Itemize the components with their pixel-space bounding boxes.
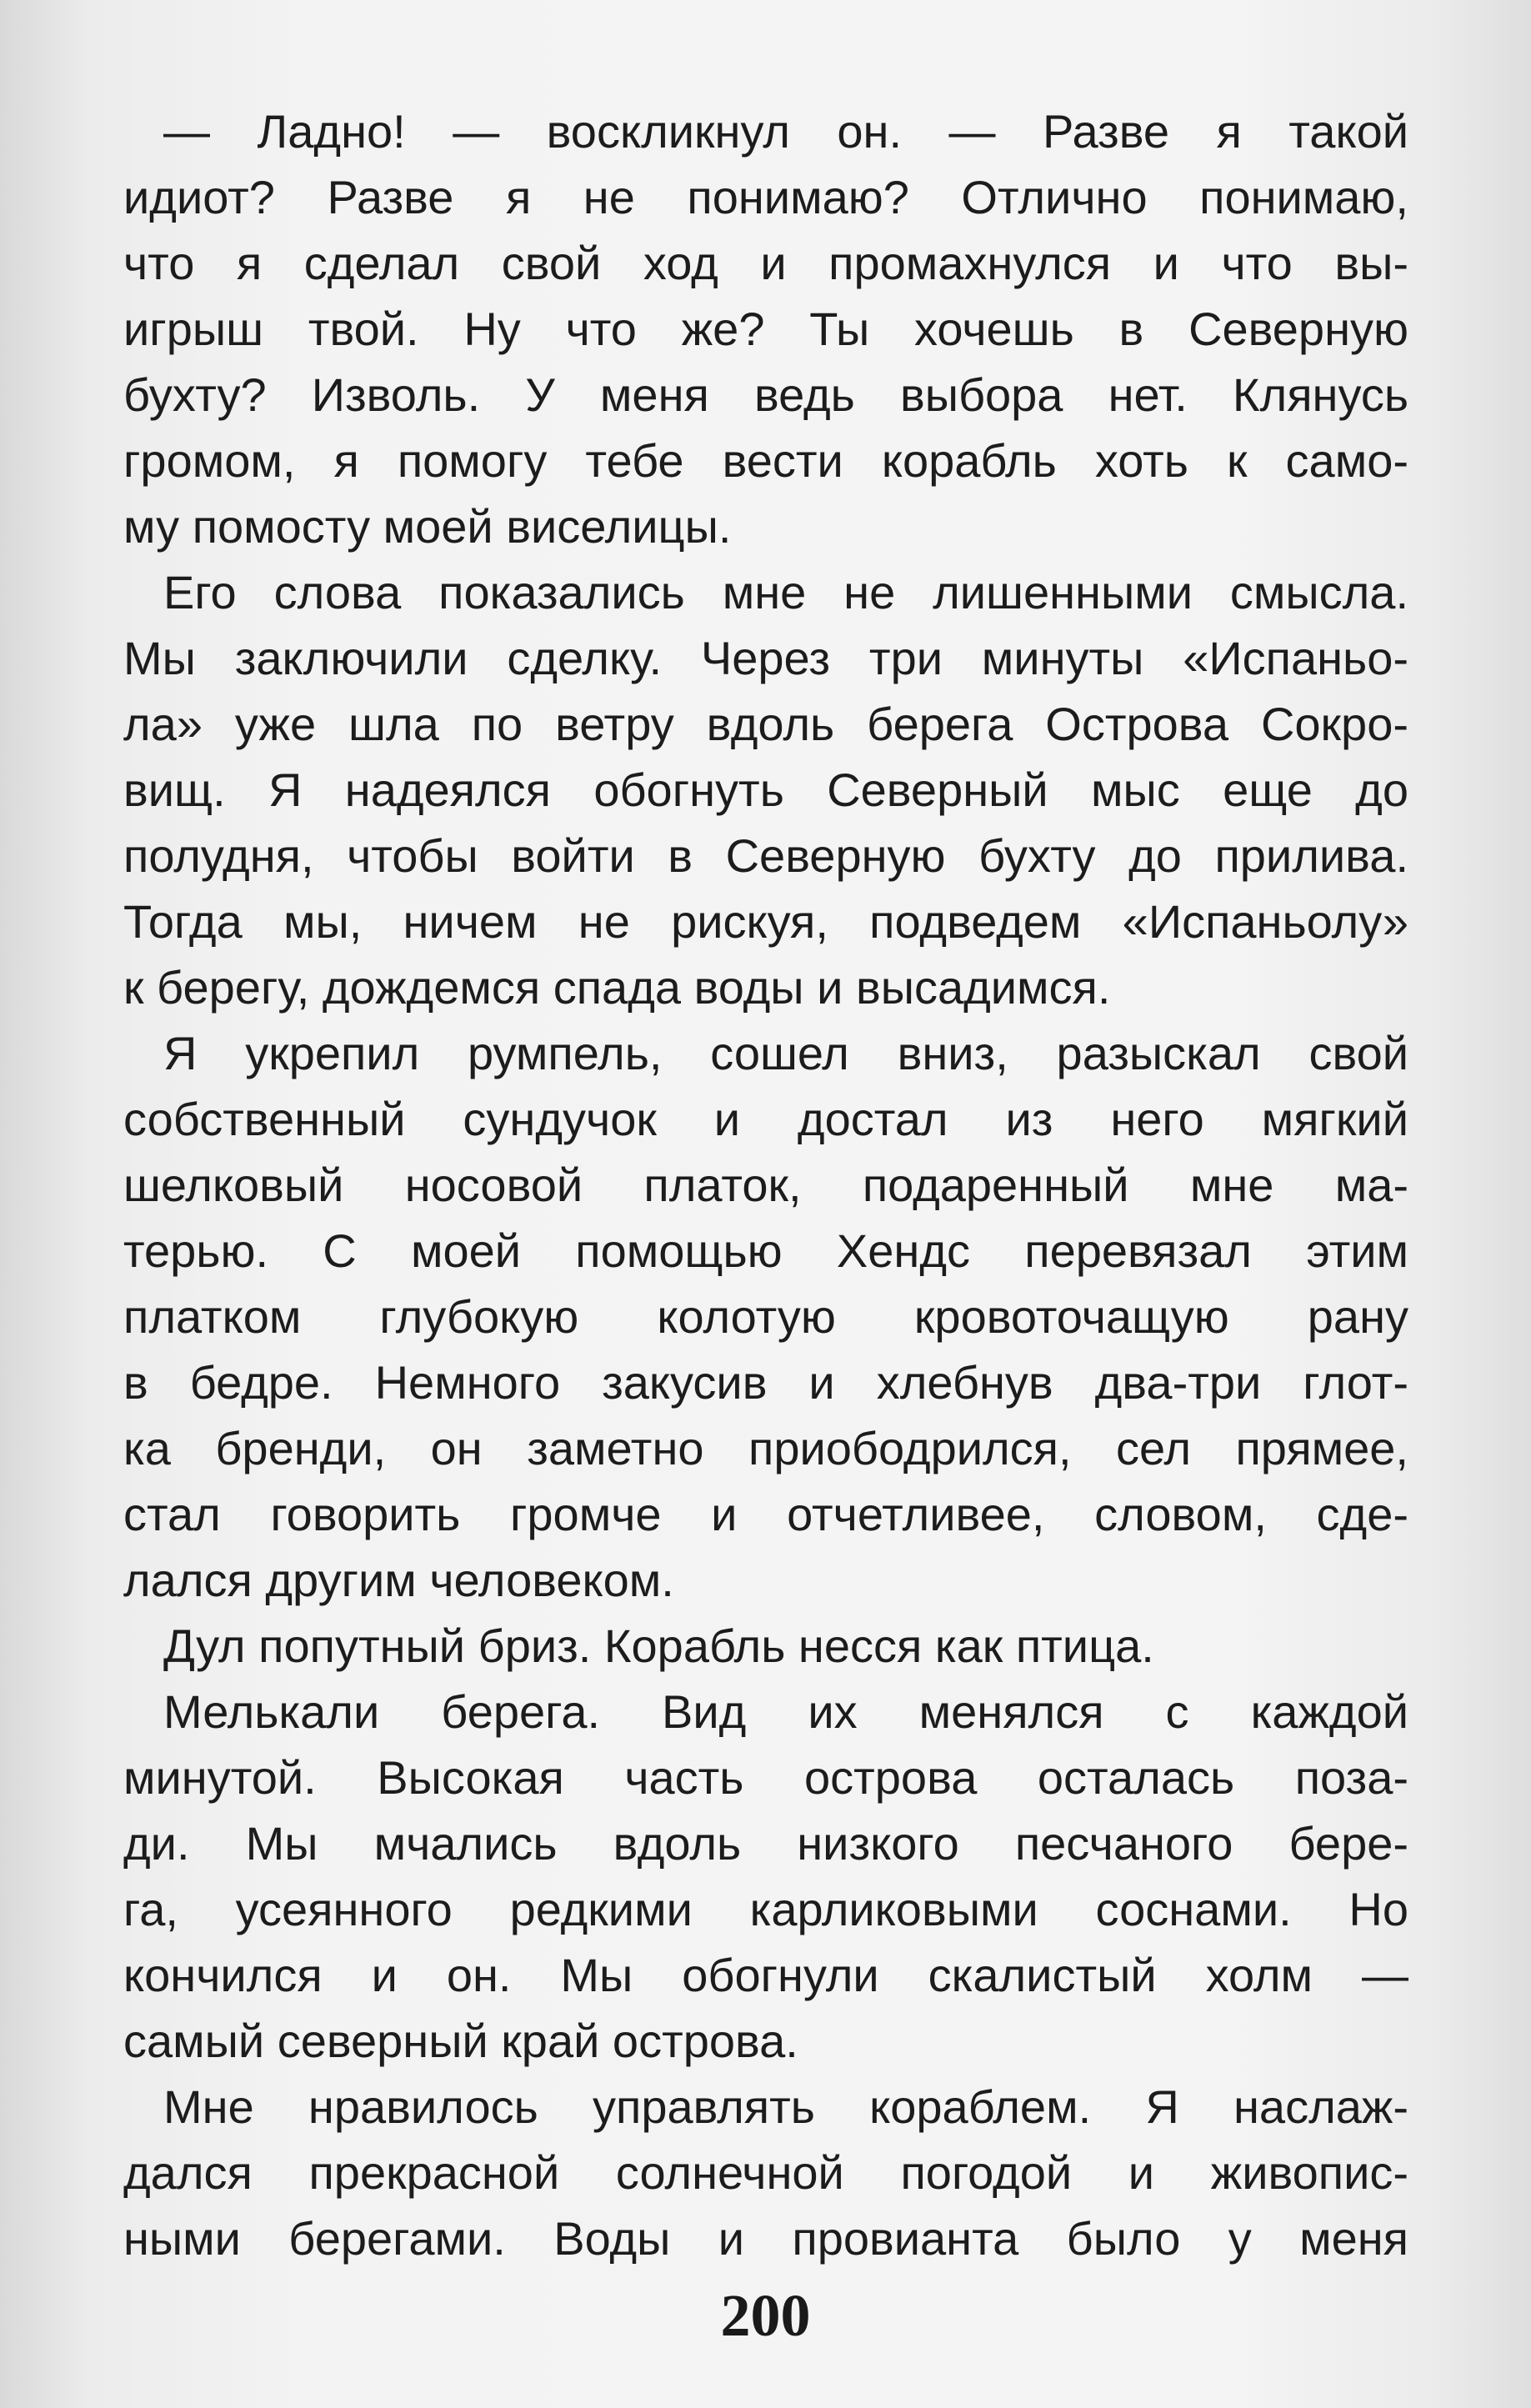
text-line: к берегу, дождемся спада воды и высадимся. xyxy=(123,961,1111,1014)
text-line: Дул попутный бриз. Корабль несся как птица. xyxy=(163,1620,1154,1672)
text-line: стал говорить громче и отчетливее, словом, сде- xyxy=(123,1488,1408,1540)
text-line: ди. Мы мчались вдоль низкого песчаного бере- xyxy=(123,1817,1408,1870)
text-line: ными берегами. Воды и провианта было у меня xyxy=(123,2212,1408,2265)
text-line: га, усеянного редкими карликовыми соснами. Но xyxy=(123,1883,1408,1935)
text-line: — Ладно! — воскликнул он. — Разве я такой xyxy=(163,105,1408,158)
text-line: идиот? Разве я не понимаю? Отлично понимаю, xyxy=(123,171,1408,223)
text-line: кончился и он. Мы обогнули скалистый холм — xyxy=(123,1949,1408,2001)
text-line: громом, я помогу тебе вести корабль хоть к само- xyxy=(123,434,1408,487)
text-line: собственный сундучок и достал из него мягкий xyxy=(123,1093,1408,1145)
page-text xyxy=(123,98,1408,2271)
text-line: терью. С моей помощью Хендс перевязал этим xyxy=(123,1224,1408,1277)
text-line: Мелькали берега. Вид их менялся с каждой xyxy=(163,1685,1408,1738)
text-line: вищ. Я надеялся обогнуть Северный мыс еще до xyxy=(123,763,1408,816)
text-line: ка бренди, он заметно приободрился, сел прямее, xyxy=(123,1422,1408,1474)
text-line: му помосту моей виселицы. xyxy=(123,500,732,553)
text-line: Мы заключили сделку. Через три минуты «Испаньо- xyxy=(123,632,1408,684)
text-line: минутой. Высокая часть острова осталась поза- xyxy=(123,1751,1408,1804)
text-line: бухту? Изволь. У меня ведь выбора нет. Клянусь xyxy=(123,368,1408,421)
text-line: в бедре. Немного закусив и хлебнув два-три глот- xyxy=(123,1356,1408,1409)
text-line: шелковый носовой платок, подаренный мне ма- xyxy=(123,1159,1408,1211)
text-line: игрыш твой. Ну что же? Ты хочешь в Северную xyxy=(123,303,1408,355)
text-line: Мне нравилось управлять кораблем. Я наслаж- xyxy=(163,2080,1408,2133)
page-number: 200 xyxy=(720,2282,811,2349)
text-line: Я укрепил румпель, сошел вниз, разыскал свой xyxy=(163,1027,1408,1079)
text-line: что я сделал свой ход и промахнулся и что вы- xyxy=(123,237,1408,289)
text-line: ла» уже шла по ветру вдоль берега Острова Сокро- xyxy=(123,698,1408,750)
text-line: полудня, чтобы войти в Северную бухту до прилива. xyxy=(123,829,1408,882)
text-line: дался прекрасной солнечной погодой и живопис- xyxy=(123,2146,1408,2199)
text-line: Тогда мы, ничем не рискуя, подведем «Испаньолу» xyxy=(123,895,1408,948)
text-line: Его слова показались мне не лишенными смысла. xyxy=(163,566,1408,618)
text-line: самый северный край острова. xyxy=(123,2015,798,2067)
text-line: лался другим человеком. xyxy=(123,1554,674,1606)
text-line: платком глубокую колотую кровоточащую рану xyxy=(123,1290,1408,1343)
